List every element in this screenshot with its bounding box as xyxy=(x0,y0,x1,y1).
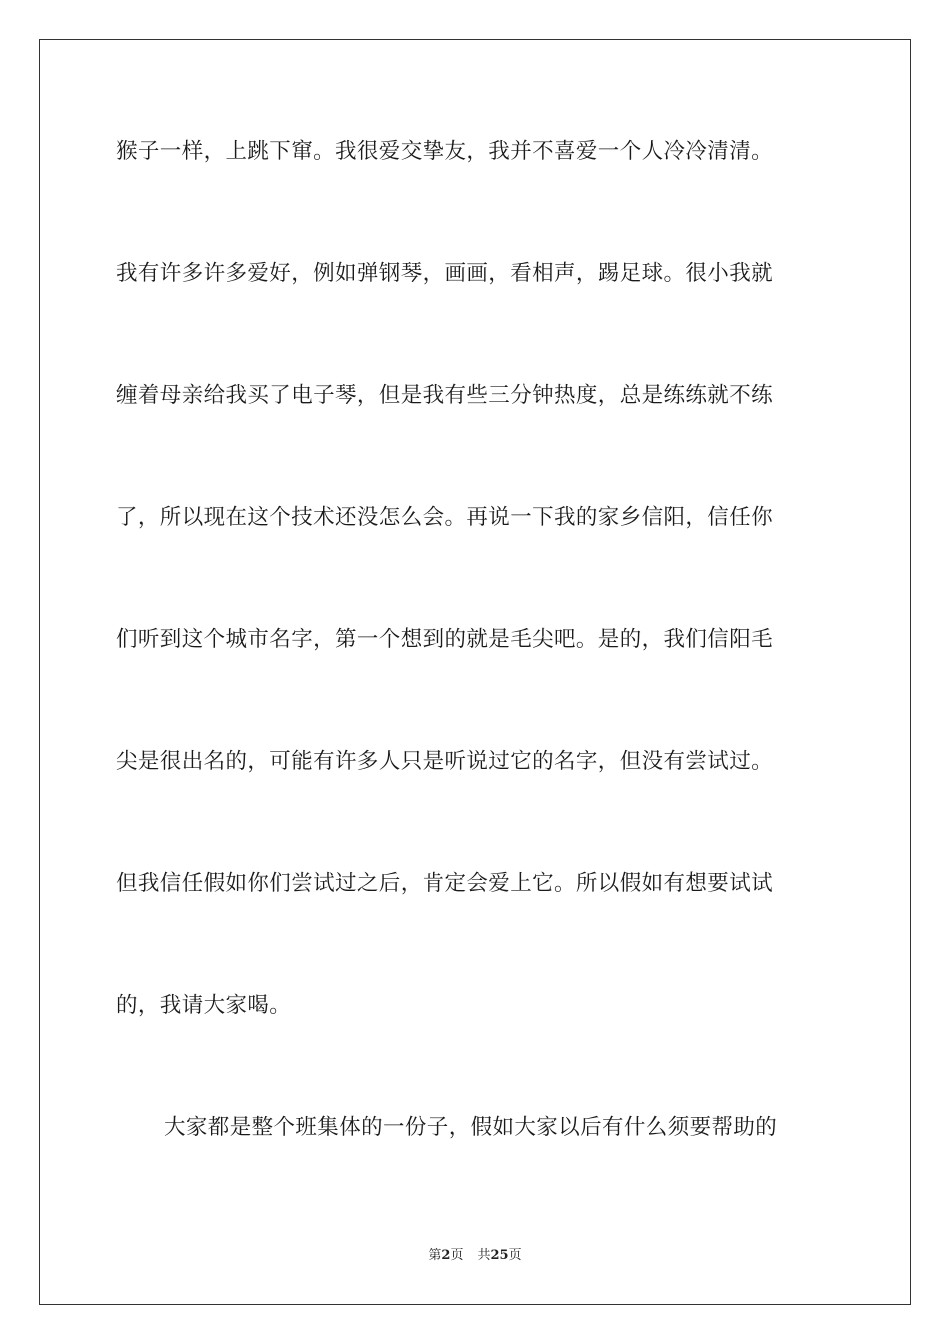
paragraph-start-line: 大家都是整个班集体的一份子，假如大家以后有什么须要帮助的 xyxy=(164,1115,778,1140)
body-text-line: 的，我请大家喝。 xyxy=(116,993,292,1018)
page-number: 2 xyxy=(441,1248,451,1263)
body-text-line: 猴子一样，上跳下窜。我很爱交挚友，我并不喜爱一个人冷冷清清。 xyxy=(116,139,774,164)
body-text-line: 们听到这个城市名字，第一个想到的就是毛尖吧。是的，我们信阳毛 xyxy=(116,627,774,652)
body-text-line: 我有许多许多爱好，例如弹钢琴，画画，看相声，踢足球。很小我就 xyxy=(116,261,774,286)
body-text-line: 但我信任假如你们尝试过之后，肯定会爱上它。所以假如有想要试试 xyxy=(116,871,774,896)
total-prefix: 共 xyxy=(477,1248,491,1263)
page-footer xyxy=(0,1246,950,1266)
total-suffix: 页 xyxy=(508,1248,522,1263)
total-pages: 25 xyxy=(490,1248,509,1263)
page-suffix: 页 xyxy=(450,1248,464,1263)
body-text-line: 尖是很出名的，可能有许多人只是听说过它的名字，但没有尝试过。 xyxy=(116,749,774,774)
body-text-line: 缠着母亲给我买了电子琴，但是我有些三分钟热度，总是练练就不练 xyxy=(116,383,774,408)
body-text-line: 了，所以现在这个技术还没怎么会。再说一下我的家乡信阳，信任你 xyxy=(116,505,774,530)
page-prefix: 第 xyxy=(428,1248,442,1263)
